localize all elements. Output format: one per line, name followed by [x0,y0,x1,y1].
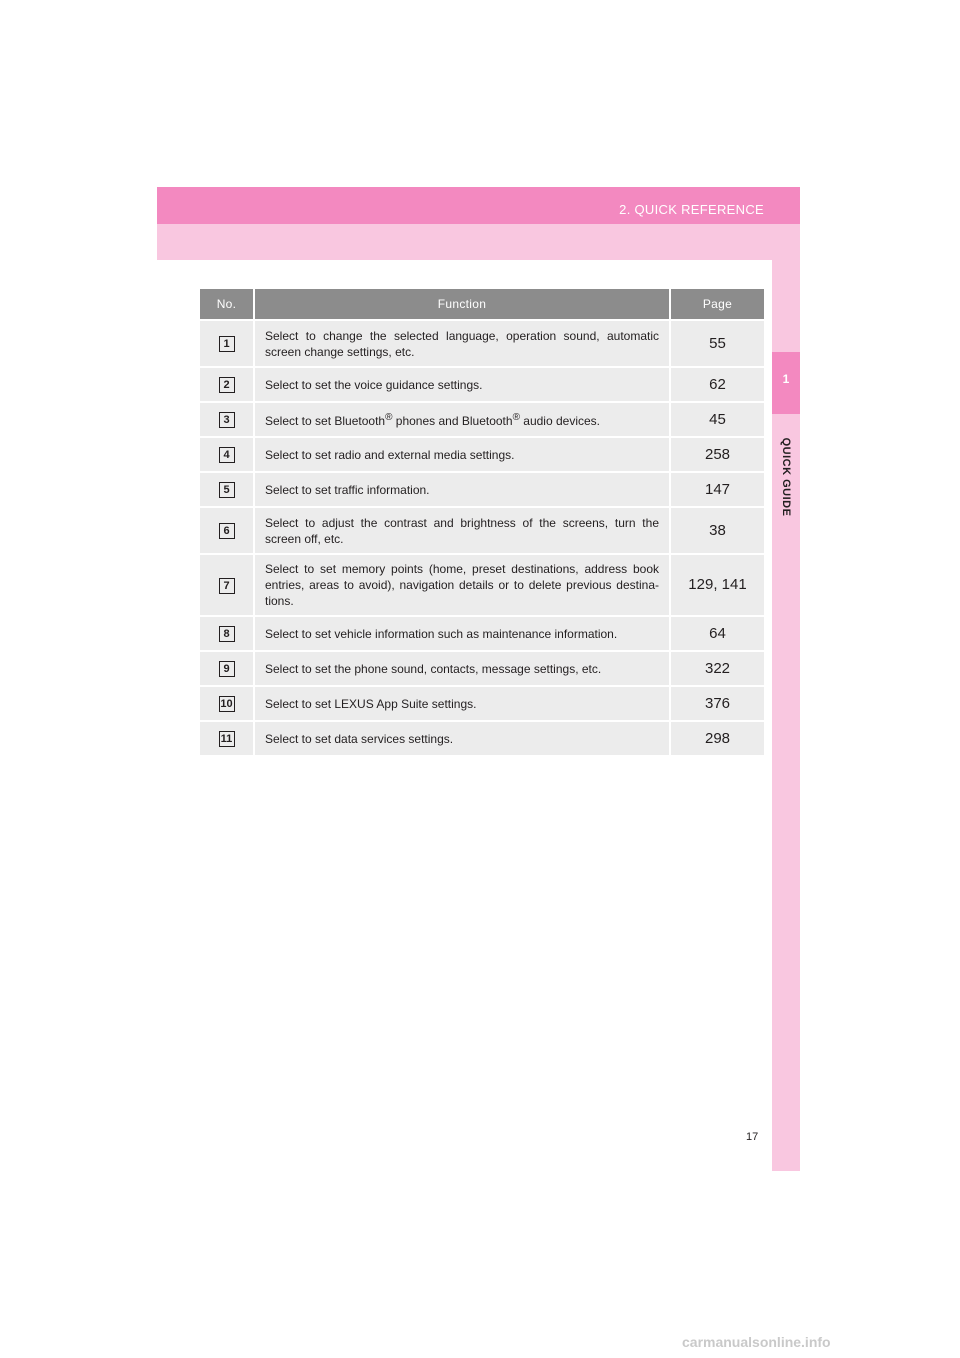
column-header-no: No. [200,289,255,319]
chapter-tab[interactable] [772,352,800,414]
row-number-badge: 4 [219,447,235,463]
row-number-cell [200,473,255,506]
function-text: Select to set Bluetooth [265,414,386,428]
page-cell: 129, 141 [671,555,764,615]
row-number-badge: 5 [219,482,235,498]
function-cell: Select to set the voice guidance settings. [255,368,671,401]
registered-mark: ® [512,412,520,423]
row-number-cell [200,321,255,366]
function-cell: Select to set the phone sound, contacts, message settings, etc. [255,652,671,685]
column-header-function: Function [255,289,671,319]
column-header-page: Page [671,289,764,319]
table-row [200,473,764,506]
row-number-cell [200,508,255,553]
row-number-cell [200,403,255,436]
table-row [200,508,764,553]
row-number-cell [200,555,255,615]
function-cell: Select to set memory points (home, preset destinations, address book entries, areas to avoid), navigation details or to delete previous destina-tions. [255,555,671,615]
page-cell: 258 [671,438,764,471]
table-row [200,368,764,401]
side-index-strip [772,260,800,1171]
table-row [200,555,764,615]
page-number: 17 [746,1131,759,1143]
row-number-cell [200,687,255,720]
function-cell: Select to set traffic information. [255,473,671,506]
row-number-cell [200,617,255,650]
row-number-cell [200,722,255,755]
row-number-badge: 10 [220,698,233,710]
quick-reference-table [200,287,764,757]
chapter-label: QUICK GUIDE [780,437,792,517]
function-cell: Select to set LEXUS App Suite settings. [255,687,671,720]
page-cell: 62 [671,368,764,401]
table-row [200,652,764,685]
function-cell: Select to change the selected language, operation sound, automatic screen change settings, etc. [255,321,671,366]
row-number-badge: 2 [219,377,235,393]
registered-mark: ® [385,412,393,423]
function-cell: Select to set vehicle information such as maintenance information. [255,617,671,650]
row-number-badge: 9 [219,661,235,677]
row-number-cell [200,368,255,401]
function-text: phones and Bluetooth [392,414,513,428]
table-header-row [200,289,764,319]
row-number-badge: 11 [219,731,235,747]
page-cell: 298 [671,722,764,755]
function-cell [255,403,671,436]
row-number-badge: 7 [219,578,235,594]
subheader-band [157,224,800,260]
row-number-cell [200,438,255,471]
table-row [200,722,764,755]
page-cell: 45 [671,403,764,436]
table-row [200,403,764,436]
page-cell: 376 [671,687,764,720]
chapter-number: 1 [782,372,790,386]
function-cell: Select to set radio and external media settings. [255,438,671,471]
section-header-band [157,187,800,224]
table-row [200,438,764,471]
page-cell: 55 [671,321,764,366]
row-number-badge: 3 [219,412,235,428]
row-number-badge: 8 [219,626,235,642]
watermark: carmanualsonline.info [682,1334,831,1350]
row-number-badge: 6 [219,523,235,539]
table-row [200,321,764,366]
function-text: audio devices. [519,414,600,428]
function-cell: Select to adjust the contrast and brightness of the screens, turn the screen off, etc. [255,508,671,553]
section-title: 2. QUICK REFERENCE [619,202,764,217]
page-cell: 147 [671,473,764,506]
page-cell: 322 [671,652,764,685]
table-row [200,617,764,650]
table-row [200,687,764,720]
page-cell: 38 [671,508,764,553]
row-number-cell [200,652,255,685]
function-cell: Select to set data services settings. [255,722,671,755]
page-cell: 64 [671,617,764,650]
row-number-badge: 1 [219,336,235,352]
